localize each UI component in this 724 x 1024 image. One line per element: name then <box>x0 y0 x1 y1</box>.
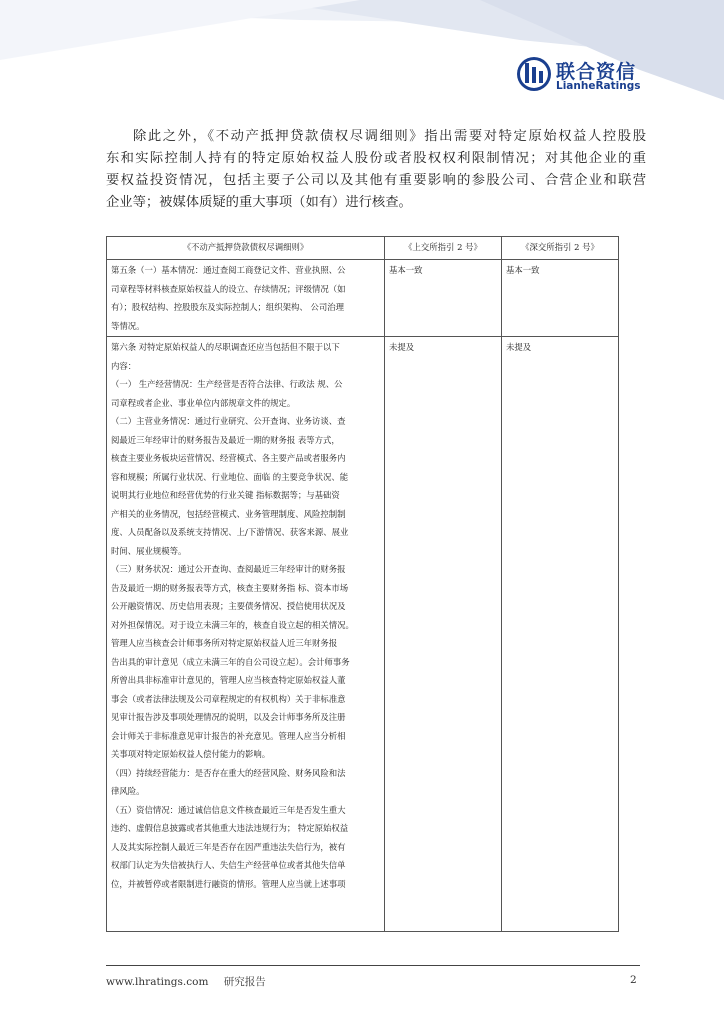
rule-text-line: 律风险。 <box>111 786 145 796</box>
rule-text-line: 有）；股权结构、控股股东及实际控制人；组织架构、 公司治理 <box>111 302 344 312</box>
lianhe-logo-icon <box>516 56 552 92</box>
rule-text-line: （五）资信情况：通过诚信信息文件核查最近三年是否发生重大 <box>111 804 346 815</box>
rule-text-line: 公开融资情况、历史信用表现；主要债务情况、授信使用状况及 <box>111 601 346 611</box>
header-cell-szse: 《深交所指引 2 号》 <box>502 237 619 260</box>
intro-line: 除此之外，《不动产抵押贷款债权尽调细则》指出需要对特定原始权益人控股股 <box>133 129 646 144</box>
rule-text-line: 阅最近三年经审计的财务报告及最近一期的财务报 表等方式， <box>111 434 340 445</box>
intro-line: 东和实际控制人持有的特定原始权益人股份或者股权权利限制情况；对其他企业的重 <box>106 151 646 166</box>
rule-text-line: 等情况。 <box>111 320 145 331</box>
rule-text-cell <box>107 260 385 337</box>
rule-text-line: 司章程或者企业、事业单位内部规章文件的规定。 <box>111 397 296 408</box>
rule-text-line: 人及其实际控制人最近三年是否存在因严重违法失信行为，被有 <box>111 841 346 852</box>
rule-text-line: 产相关的业务情况，包括经营模式、业务管理制度、风险控制制 <box>111 508 346 519</box>
intro-paragraph <box>106 126 646 214</box>
rule-text-line: 告及最近一期的财务报表等方式，核查主要财务指 标、资本市场 <box>111 582 349 593</box>
rule-text-line: （二）主营业务情况：通过行业研究、公开查询、业务访谈、查 <box>111 416 346 426</box>
rule-text-line: 事会（或者法律法规及公司章程规定的有权机构）关于非标准意 <box>111 693 346 704</box>
rule-text-line: 第五条（一）基本情况：通过查阅工商登记文件、营业执照、公 <box>111 265 346 275</box>
rule-text-line: （三）财务状况：通过公开查询、查阅最近三年经审计的财务报 <box>111 564 346 574</box>
szse-cell: 基本一致 <box>502 260 619 337</box>
rule-text-line: 关事项对特定原始权益人偿付能力的影响。 <box>111 749 271 759</box>
intro-line: 企业等；被媒体质疑的重大事项（如有）进行核查。 <box>106 195 412 210</box>
footer-website: www.lhratings.com <box>106 976 209 988</box>
rule-text-line: 对外担保情况。对于设立未满三年的，核查自设立起的相关情况。 <box>111 619 354 630</box>
rule-text-line: 位，并被暂停或者限制进行融资的情形。管理人应当就上述事项 <box>111 878 346 889</box>
rule-text-line: 会计师关于非标准意见审计报告的补充意见。管理人应当分析相 <box>111 730 346 741</box>
rule-text-line: （四）持续经营能力：是否存在重大的经营风险、财务风险和法 <box>111 767 346 778</box>
rule-text-line: 度、人员配备以及系统支持情况、上/下游情况、获客来源、展业 <box>111 527 349 537</box>
rule-text-line: 见审计报告涉及事项处理情况的说明，以及会计师事务所及注册 <box>111 712 346 722</box>
table-row <box>107 337 619 932</box>
table-header-row <box>107 237 619 260</box>
footer-info <box>106 974 278 989</box>
intro-line: 要权益投资情况，包括主要子公司以及其他有重要影响的参股公司、合营企业和联营 <box>106 173 646 188</box>
rule-text-line: （一） 生产经营情况：生产经营是否符合法律、行政法 规、公 <box>111 379 343 389</box>
company-logo <box>516 54 646 94</box>
sse-cell: 未提及 <box>385 337 502 932</box>
comparison-table <box>106 236 619 932</box>
sse-cell: 基本一致 <box>385 260 502 337</box>
rule-text-line: 违约、虚假信息披露或者其他重大违法违规行为； 特定原始权益 <box>111 823 349 833</box>
footer-divider <box>106 965 640 966</box>
rule-text-line: 所曾出具非标准审计意见的，管理人应当核查特定原始权益人董 <box>111 675 346 685</box>
page-number: 2 <box>630 974 637 986</box>
szse-cell: 未提及 <box>502 337 619 932</box>
rule-text-line: 司章程等材料核查原始权益人的设立、存续情况；评级情况（如 <box>111 283 346 294</box>
rule-text-line: 内容： <box>111 360 137 371</box>
rule-text-cell <box>107 337 385 932</box>
rule-text-line: 第六条 对特定原始权益人的尽职调查还应当包括但不限于以下 <box>111 342 340 352</box>
header-cell-rules: 《不动产抵押贷款债权尽调细则》 <box>107 237 385 260</box>
rule-text-line: 权部门认定为失信被执行人、失信生产经营单位或者其他失信单 <box>111 860 346 870</box>
rule-text-line: 容和规模；所属行业状况、行业地位、面临 的主要竞争状况、能 <box>111 471 349 482</box>
rule-text-line: 说明其行业地位和经营优势的行业关键 指标数据等；与基础资 <box>111 490 340 500</box>
table-row <box>107 260 619 337</box>
rule-text-line: 管理人应当核查会计师事务所对特定原始权益人近三年财务报 <box>111 638 338 648</box>
brand-name-cn: 联合资信 <box>556 61 637 83</box>
rule-text-line: 核查主要业务板块运营情况、经营模式、各主要产品或者服务内 <box>111 453 346 463</box>
rule-text-line: 告出具的审计意见（成立未满三年的自公司设立起）。会计师事务 <box>111 656 350 667</box>
brand-name-en: LianheRatings <box>556 80 641 92</box>
footer-label: 研究报告 <box>223 976 266 988</box>
rule-text-line: 时间、展业规模等。 <box>111 545 187 556</box>
header-cell-sse: 《上交所指引 2 号》 <box>385 237 502 260</box>
